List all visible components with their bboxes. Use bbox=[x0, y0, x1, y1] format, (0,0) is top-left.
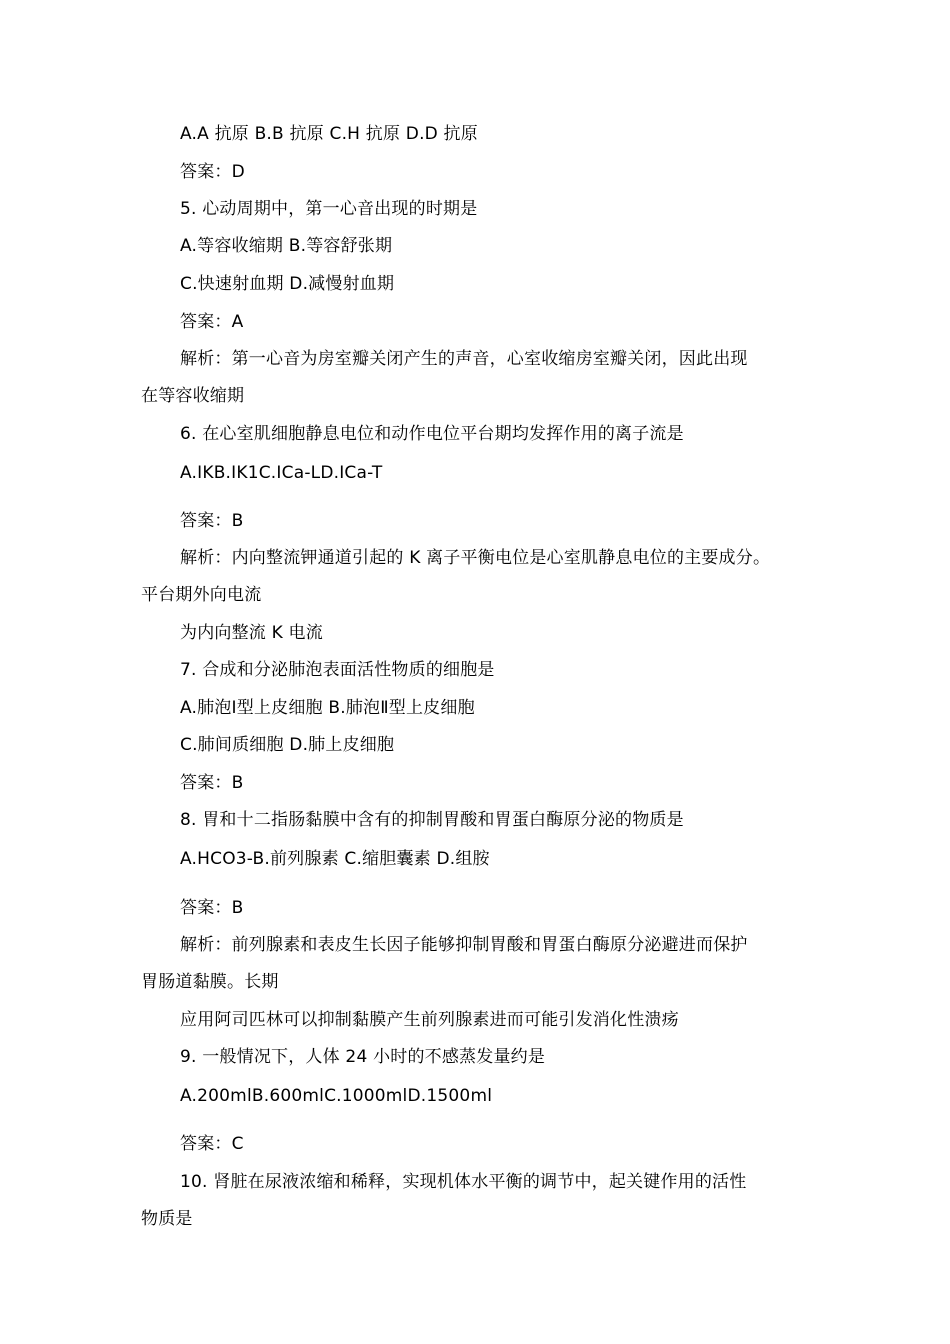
q6-answer: 答案：B bbox=[180, 511, 244, 531]
q6-analysis-line-3: 为内向整流 K 电流 bbox=[180, 623, 323, 643]
q5-options-line-1: A.等容收缩期 B.等容舒张期 bbox=[180, 236, 393, 256]
q8-question: 8. 胃和十二指肠黏膜中含有的抑制胃酸和胃蛋白酶原分泌的物质是 bbox=[180, 810, 684, 830]
q6-analysis-line-2: 平台期外向电流 bbox=[141, 585, 262, 605]
q9-answer: 答案：C bbox=[180, 1134, 244, 1154]
q7-options-line-1: A.肺泡Ⅰ型上皮细胞 B.肺泡Ⅱ型上皮细胞 bbox=[180, 698, 475, 718]
q6-analysis-line-1: 解析：内向整流钾通道引起的 K 离子平衡电位是心室肌静息电位的主要成分。 bbox=[180, 548, 771, 568]
q9-options: A.200mlB.600mlC.1000mlD.1500ml bbox=[180, 1086, 493, 1106]
q9-question: 9. 一般情况下，人体 24 小时的不感蒸发量约是 bbox=[180, 1047, 546, 1067]
q6-question: 6. 在心室肌细胞静息电位和动作电位平台期均发挥作用的离子流是 bbox=[180, 424, 684, 444]
q4-options: A.A 抗原 B.B 抗原 C.H 抗原 D.D 抗原 bbox=[180, 124, 478, 144]
q5-answer: 答案：A bbox=[180, 312, 244, 332]
q7-question: 7. 合成和分泌肺泡表面活性物质的细胞是 bbox=[180, 660, 495, 680]
q8-analysis-line-3: 应用阿司匹林可以抑制黏膜产生前列腺素进而可能引发消化性溃疡 bbox=[180, 1010, 679, 1030]
q8-options: A.HCO3-B.前列腺素 C.缩胆囊素 D.组胺 bbox=[180, 849, 490, 869]
q10-question-line-2: 物质是 bbox=[141, 1209, 193, 1229]
q7-options-line-2: C.肺间质细胞 D.肺上皮细胞 bbox=[180, 735, 395, 755]
q5-options-line-2: C.快速射血期 D.减慢射血期 bbox=[180, 274, 395, 294]
q8-analysis-line-2: 胃肠道黏膜。长期 bbox=[141, 972, 279, 992]
q4-answer: 答案：D bbox=[180, 162, 245, 182]
q10-question-line-1: 10. 肾脏在尿液浓缩和稀释，实现机体水平衡的调节中，起关键作用的活性 bbox=[180, 1172, 747, 1192]
q7-answer: 答案：B bbox=[180, 773, 244, 793]
q5-analysis-line-1: 解析：第一心音为房室瓣关闭产生的声音，心室收缩房室瓣关闭，因此出现 bbox=[180, 349, 748, 369]
q8-answer: 答案：B bbox=[180, 898, 244, 918]
q5-analysis-line-2: 在等容收缩期 bbox=[141, 386, 245, 406]
q8-analysis-line-1: 解析：前列腺素和表皮生长因子能够抑制胃酸和胃蛋白酶原分泌避进而保护 bbox=[180, 935, 748, 955]
q5-question: 5. 心动周期中，第一心音出现的时期是 bbox=[180, 199, 478, 219]
q6-options: A.IKB.IK1C.ICa-LD.ICa-T bbox=[180, 463, 383, 483]
